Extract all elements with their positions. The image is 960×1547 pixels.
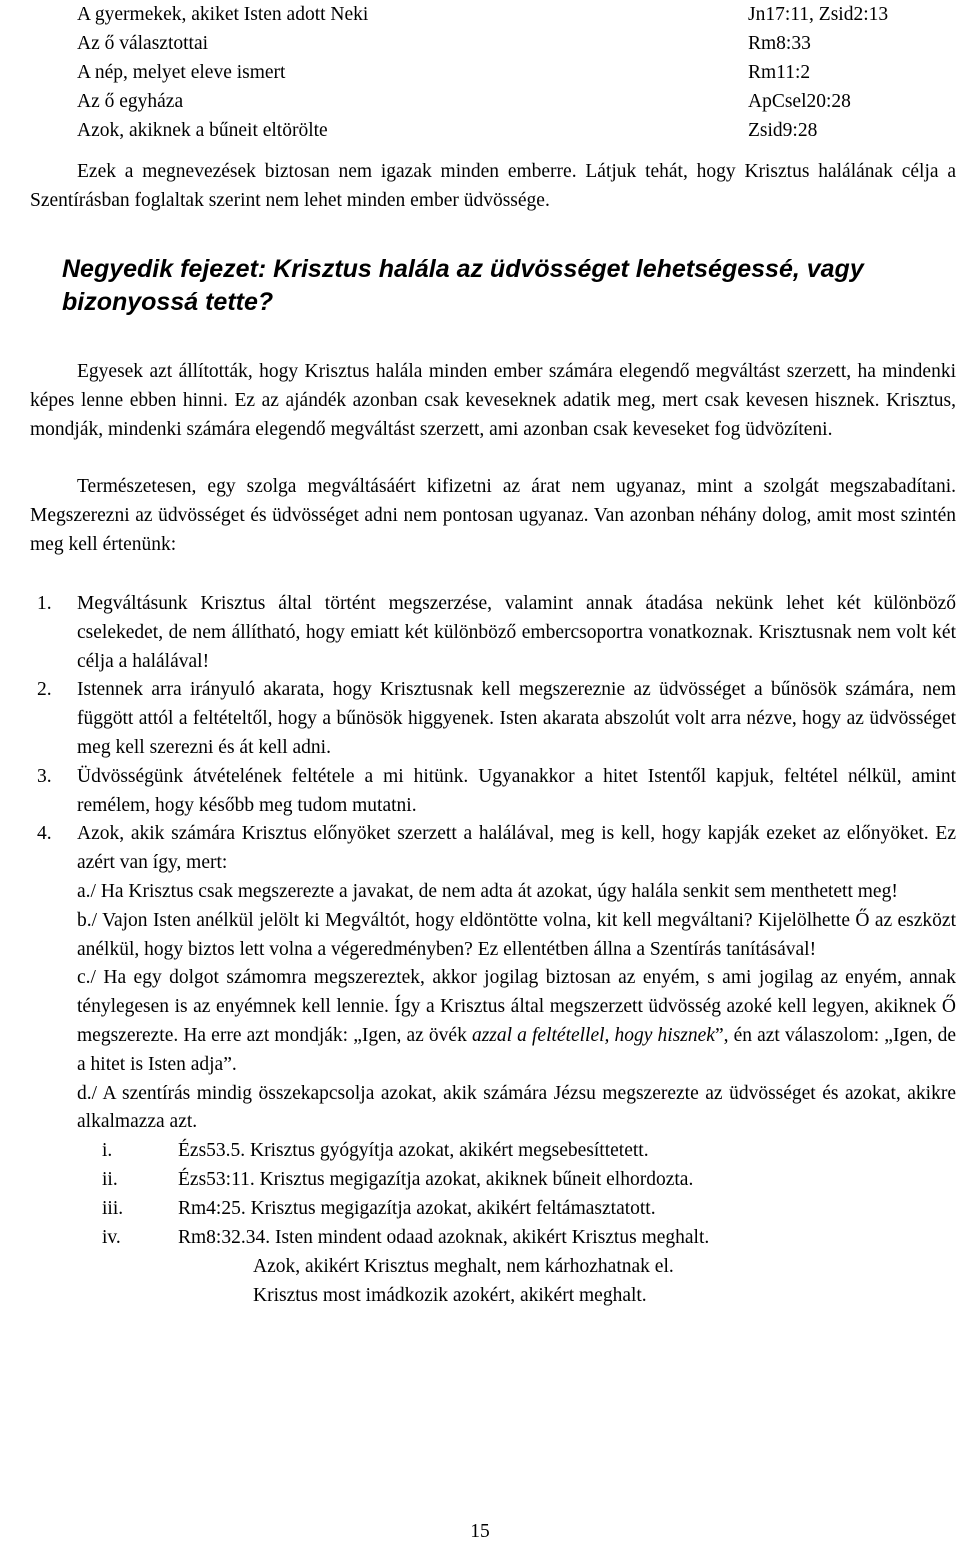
roman-item [30, 1224, 956, 1253]
numbered-list [30, 590, 956, 1311]
roman-numeral: ii. [102, 1169, 118, 1191]
body-paragraph: Természetesen, egy szolga megváltásáért kifizetni az árat nem ugyanaz, mint a szolgát megszabadítani. Megszerezni az üdvösséget és üdvösséget adni nem pontosan ugyanaz. Van azonban néhány dolog, amit most szintén meg kell értenünk: [30, 476, 956, 555]
chapter-heading [62, 253, 960, 319]
reference-row [77, 29, 937, 58]
sub-point-c-text-end: ”, én azt válaszolom: „Igen, de a hitet is Isten adja”. [77, 1024, 956, 1075]
roman-numeral: iii. [102, 1198, 124, 1220]
list-item [30, 820, 956, 1137]
reference-row [77, 0, 937, 29]
list-item-number: 2. [37, 679, 52, 701]
roman-text: Rm4:25. Krisztus megigazítja azokat, akikért feltámasztatott. [178, 1198, 656, 1220]
roman-item [30, 1137, 956, 1166]
roman-list [30, 1137, 956, 1253]
reference-citation: Zsid9:28 [748, 120, 818, 141]
reference-text: A gyermekek, akiket Isten adott Neki [77, 4, 369, 25]
reference-citation: Rm8:33 [748, 33, 811, 54]
list-item-text: Azok, akik számára Krisztus előnyöket szerzett a halálával, meg is kell, hogy kapják ezeket az előnyöket. Ez azért van így, mert: [77, 823, 956, 874]
list-item-text: Üdvösségünk átvételének feltétele a mi hitünk. Ugyanakkor a hitet Istentől kapjuk, feltétel nélkül, amint remélem, hogy később meg tudom mutatni. [77, 765, 956, 816]
closing-line: Azok, akikért Krisztus meghalt, nem kárhozhatnak el. [253, 1256, 674, 1278]
reference-row [77, 58, 937, 87]
reference-text: Az ő választottai [77, 33, 209, 54]
list-item-text: Megváltásunk Krisztus által történt megszerzése, valamint annak átadása nekünk lehet két különböző cselekedet, de nem állítható, hogy emiatt két különböző embercsoportra vonatkoznak. Krisztusnak nem volt két célja a halálával! [77, 593, 956, 672]
closing-line: Krisztus most imádkozik azokért, akikért meghalt. [253, 1284, 647, 1306]
body-paragraph: Egyesek azt állították, hogy Krisztus halála minden ember számára elegendő megváltást szerzett, ha mindenki képes lenne ebben hinni. Ez az ajándék azonban csak keveseknek adatik meg, mert csak kevesen hisznek. Krisztus, mondják, mindenki számára elegendő megváltást szerzett, ami azonban csak keveseket fog üdvözíteni. [30, 361, 956, 440]
page-number: 15 [470, 1521, 490, 1542]
roman-item [30, 1166, 956, 1195]
list-item-text: Istennek arra irányuló akarata, hogy Krisztusnak kell megszereznie az üdvösséget a bűnösök számára, nem függött attól a feltételtől, hogy a bűnösök higgyenek. Isten akarata abszolút volt arra nézve, hogy az üdvösséget meg kell szerezni és át kell adni. [77, 679, 956, 758]
roman-text: Rm8:32.34. Isten mindent odaad azoknak, akikért Krisztus meghalt. [178, 1227, 710, 1249]
list-item-number: 4. [37, 823, 52, 845]
reference-text: Az ő egyháza [77, 91, 184, 112]
list-item [30, 763, 956, 821]
reference-row [77, 116, 937, 145]
reference-citation: Rm11:2 [748, 62, 811, 83]
list-item-number: 1. [37, 593, 52, 614]
sub-point-d: d./ A szentírás mindig összekapcsolja azokat, akik számára Jézsu megszerezte az üdvösséget és azokat, akikre alkalmazza azt. [77, 1082, 956, 1133]
reference-citation: ApCsel20:28 [748, 91, 851, 112]
roman-text: Ézs53:11. Krisztus megigazítja azokat, akiknek bűneit elhordozta. [178, 1169, 694, 1191]
roman-numeral: i. [102, 1140, 113, 1162]
sub-point-c [77, 964, 956, 1079]
reference-citation: Jn17:11, Zsid2:13 [748, 4, 889, 25]
roman-item [30, 1195, 956, 1224]
reference-text: Azok, akiknek a bűneit eltörölte [77, 120, 328, 141]
reference-row [77, 87, 937, 116]
sub-point-c-italic: azzal a feltétellel, hogy hisznek [471, 1024, 715, 1046]
roman-text: Ézs53.5. Krisztus gyógyítja azokat, akikért megsebesíttetett. [178, 1140, 649, 1162]
chapter-heading-line1: Negyedik fejezet: Krisztus halála az üdvösséget lehetségessé, vagy [62, 255, 864, 283]
reference-list [77, 0, 937, 145]
list-item [30, 590, 956, 676]
list-item [30, 676, 956, 762]
chapter-heading-line2: bizonyossá tette? [62, 288, 274, 316]
intro-paragraph: Ezek a megnevezések biztosan nem igazak minden emberre. Látjuk tehát, hogy Krisztus halálának célja a Szentírásban foglaltak szerint nem lehet minden ember üdvössége. [30, 161, 956, 211]
sub-point-b: b./ Vajon Isten anélkül jelölt ki Megváltót, hogy eldöntötte volna, kit kell megváltani? Kijelölhette Ő az eszközt anélkül, hogy biztos lett volna a végeredményben? Ez ellentétben állna a Szentírás tanításával! [77, 909, 956, 960]
sub-point-a: a./ Ha Krisztus csak megszerezte a javakat, de nem adta át azokat, úgy halála senkit sem menthetett meg! [77, 880, 898, 902]
list-item-number: 3. [37, 765, 52, 787]
sub-point-c-text: c./ Ha egy dolgot számomra megszereztek, akkor jogilag biztosan az enyém, s ami jogilag az enyém, annak ténylegesen is az enyémnek kell lennie. Így a Krisztus által megszerzett üdvösség azoké kell legyen, akiknek Ő megszerezte. Ha erre azt mondják: „Igen, az övék [77, 967, 956, 1046]
reference-text: A nép, melyet eleve ismert [77, 62, 286, 83]
roman-numeral: iv. [102, 1227, 121, 1249]
